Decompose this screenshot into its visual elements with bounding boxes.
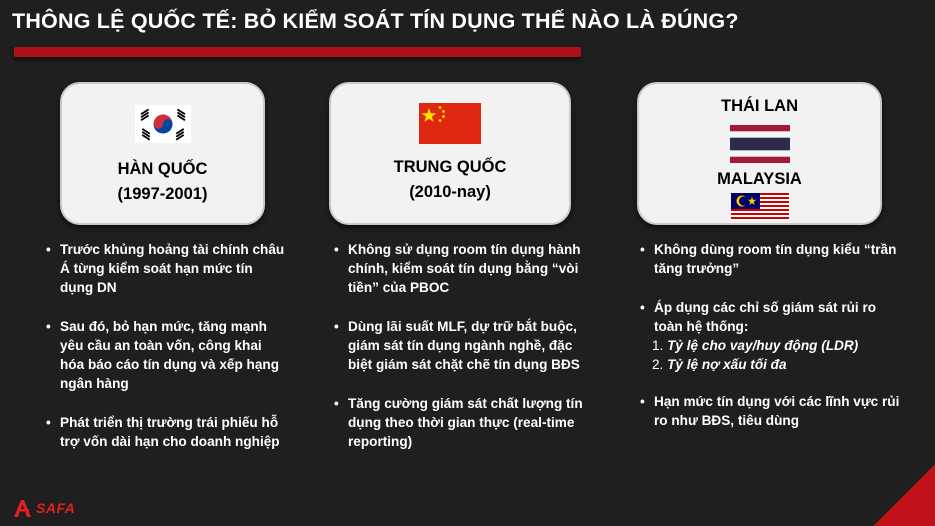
list-item: • Hạn mức tín dụng với các lĩnh vực rủi ro như BĐS, tiêu dùng	[640, 392, 900, 430]
card-korea-years: (1997-2001)	[117, 185, 208, 203]
sub-item-text: Tỷ lệ nợ xấu tối đa	[667, 357, 787, 372]
column-korea	[46, 240, 286, 471]
sub-item	[638, 336, 900, 355]
card-china-name: TRUNG QUỐC	[393, 158, 507, 176]
page-title: THÔNG LỆ QUỐC TẾ: BỎ KIỂM SOÁT TÍN DỤNG THẾ NÀO LÀ ĐÚNG?	[12, 9, 739, 33]
list-item: • Không dùng room tín dụng kiểu “trần tăng trưởng”	[640, 240, 900, 278]
safa-logo-text: SAFA	[36, 500, 76, 516]
list-item-text: • Áp dụng các chỉ số giám sát rủi ro toàn hệ thống:	[654, 300, 877, 334]
column-china	[334, 240, 584, 471]
thailand-flag-icon	[730, 125, 790, 163]
card-malaysia-name: MALAYSIA	[717, 170, 802, 188]
sub-item-number: 1.	[652, 338, 664, 353]
list-item: • Trước khủng hoảng tài chính châu Á từng kiểm soát hạn mức tín dụng DN	[46, 240, 286, 297]
china-flag-icon	[419, 103, 481, 144]
card-korea	[60, 82, 265, 225]
safa-logo	[12, 498, 75, 518]
column-thailand-malaysia	[640, 240, 900, 450]
sub-item-number: 2.	[652, 357, 664, 372]
list-item: • Tăng cường giám sát chất lượng tín dụng theo thời gian thực (real-time reporting)	[334, 394, 584, 451]
corner-decoration	[873, 464, 935, 526]
safa-logo-mark-icon	[12, 498, 34, 518]
malaysia-flag-icon	[731, 193, 789, 221]
title-underline	[14, 47, 581, 57]
south-korea-flag-icon	[135, 105, 191, 143]
list-item: • Sau đó, bỏ hạn mức, tăng mạnh yêu cầu an toàn vốn, công khai hóa báo cáo tín dụng và xếp hạng ngân hàng	[46, 317, 286, 393]
card-thailand-name: THÁI LAN	[721, 97, 798, 115]
list-item: • Phát triển thị trường trái phiếu hỗ trợ vốn dài hạn cho doanh nghiệp	[46, 413, 286, 451]
list-item: • Không sử dụng room tín dụng hành chính, kiểm soát tín dụng bằng “vòi tiền” của PBOC	[334, 240, 584, 297]
sub-item	[638, 355, 900, 374]
card-korea-name: HÀN QUỐC	[117, 160, 208, 178]
sub-item-text: Tỷ lệ cho vay/huy động (LDR)	[667, 338, 859, 353]
list-item: • Dùng lãi suất MLF, dự trữ bắt buộc, giám sát tín dụng ngành nghề, đặc biệt giám sát chặt chẽ tín dụng BĐS	[334, 317, 584, 374]
card-thailand-malaysia	[637, 82, 882, 225]
card-china	[329, 82, 571, 225]
list-item-with-sublist	[640, 298, 900, 374]
card-china-years: (2010-nay)	[409, 183, 491, 201]
sub-list	[654, 336, 900, 374]
